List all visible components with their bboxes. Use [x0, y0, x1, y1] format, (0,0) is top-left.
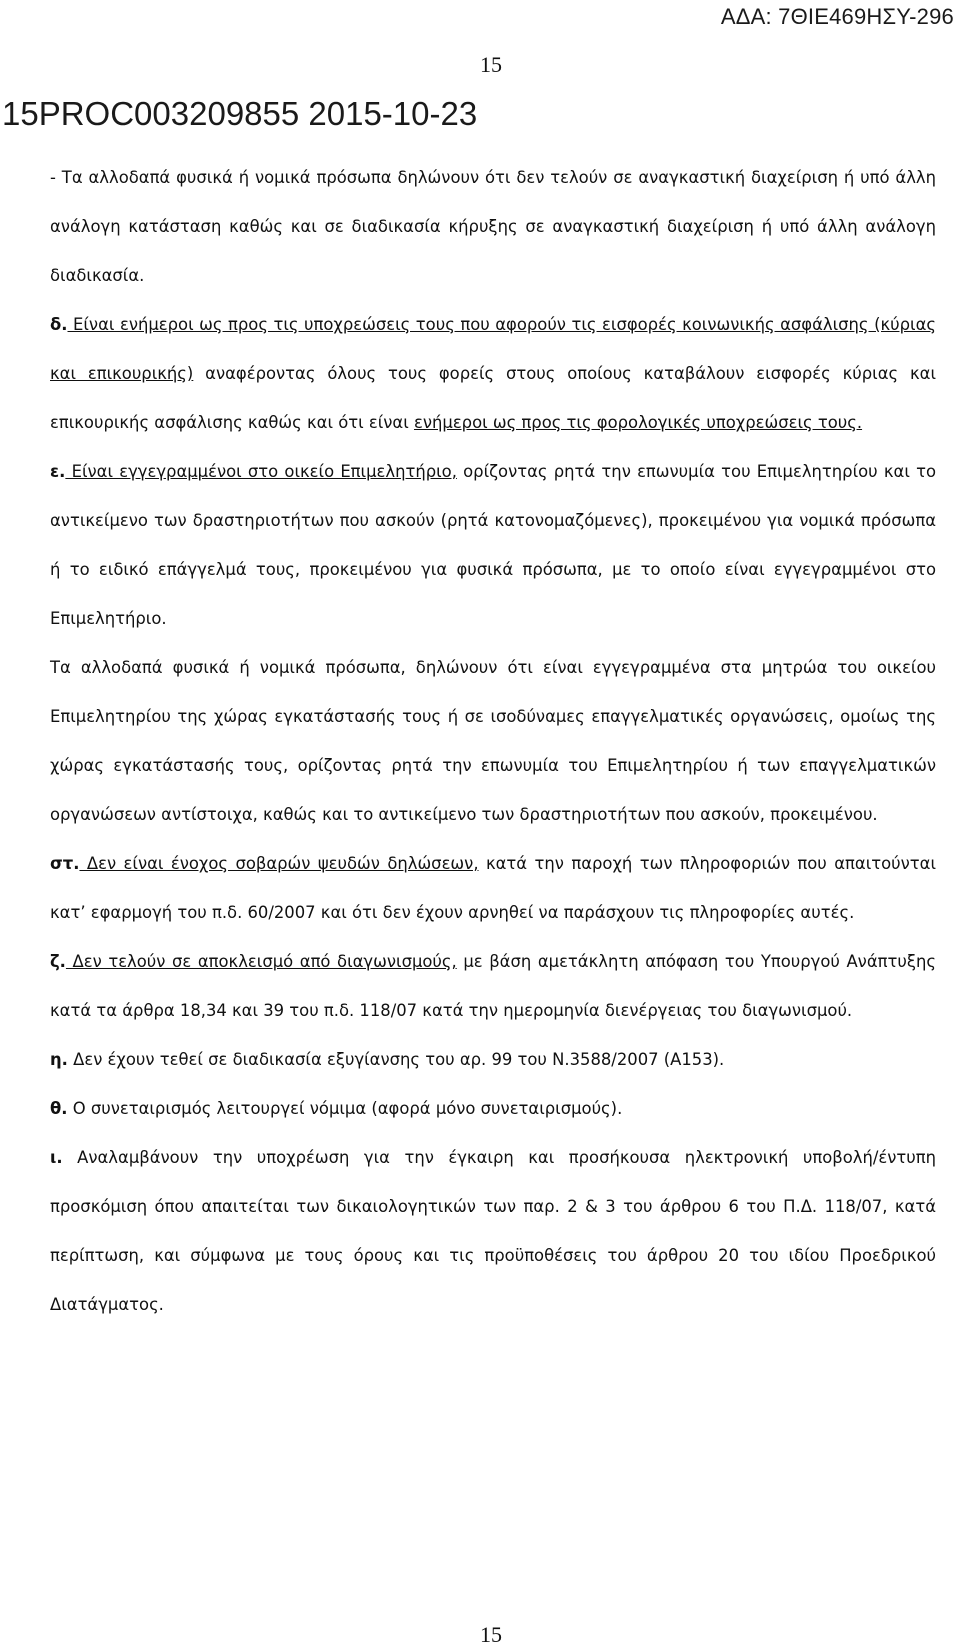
item-text: με βάση αμετάκλητη απόφαση του Υπουργού Ανάπτυξης κατά τα άρθρα 18,34 και 39 του π.δ. 118/07 κατά την ημερομηνία διενέργειας του διαγωνισμού. — [50, 952, 936, 1020]
item-underlined: Είναι εγγεγραμμένοι στο οικείο Επιμελητήριο, — [65, 462, 457, 481]
paragraph-delta — [50, 300, 936, 447]
item-underlined-2: ενήμεροι ως προς τις φορολογικές υποχρεώσεις τους. — [413, 413, 863, 432]
item-text: κατά την παροχή των πληροφοριών που απαιτούνται κατ’ εφαρμογή του π.δ. 60/2007 και ότι δεν έχουν αρνηθεί να παράσχουν τις πληροφορίες αυτές. — [50, 854, 936, 922]
paragraph-st — [50, 839, 936, 937]
document-body — [50, 153, 936, 1329]
paragraph-foreign-registration — [50, 643, 936, 839]
paragraph-eta — [50, 1035, 936, 1084]
item-label: στ. — [50, 854, 80, 873]
paragraph-foreign-persons — [50, 153, 936, 300]
page-number-bottom: 15 — [480, 1622, 502, 1647]
item-label: δ. — [50, 315, 68, 334]
item-text: Δεν έχουν τεθεί σε διαδικασία εξυγίανσης του αρ. 99 του Ν.3588/2007 (Α153). — [67, 1050, 725, 1069]
item-underlined: Είναι ενήμεροι ως προς τις υποχρεώσεις τους που αφορούν τις εισφορές κοινωνικής ασφάλισης (κύριας και επικουρικής) — [50, 315, 936, 383]
item-text: Ο συνεταιρισμός λειτουργεί νόμιμα (αφορά μόνο συνεταιρισμούς). — [67, 1099, 623, 1118]
item-text: Τα αλλοδαπά φυσικά ή νομικά πρόσωπα δηλώνουν ότι δεν τελούν σε αναγκαστική διαχείριση ή υπό άλλη ανάλογη κατάσταση καθώς και σε διαδικασία κήρυξης σε αναγκαστική διαχείριση ή υπό άλλη ανάλογη διαδικασία. — [50, 168, 936, 285]
item-underlined: Δεν είναι ένοχος σοβαρών ψευδών δηλώσεων, — [79, 854, 479, 873]
item-label: ζ. — [50, 952, 66, 971]
paragraph-theta — [50, 1084, 936, 1133]
ada-code: ΑΔΑ: 7ΘΙΕ469ΗΣΥ-296 — [720, 4, 954, 29]
item-label: θ. — [50, 1099, 68, 1118]
item-label: ε. — [50, 462, 66, 481]
paragraph-zeta — [50, 937, 936, 1035]
item-text: Τα αλλοδαπά φυσικά ή νομικά πρόσωπα, δηλώνουν ότι είναι εγγεγραμμένα στα μητρώα του οικείου Επιμελητηρίου της χώρας εγκατάστασής τους ή σε ισοδύναμες επαγγελματικές οργανώσεις, ομοίως της χώρας εγκατάστασής τους, ορίζοντας ρητά την επωνυμία του Επιμελητηρίου ή των επαγγελματικών οργανώσεων αντίστοιχα, καθώς και το αντικείμενο των δραστηριοτήτων που ασκούν, προκειμένου. — [50, 658, 936, 824]
paragraph-epsilon — [50, 447, 936, 643]
item-label: - — [50, 168, 56, 187]
item-text: Αναλαμβάνουν την υποχρέωση για την έγκαιρη και προσήκουσα ηλεκτρονική υποβολή/έντυπη προσκόμιση όπου απαιτείται των δικαιολογητικών των παρ. 2 & 3 του άρθρου 6 του Π.Δ. 118/07, κατά περίπτωση, και σύμφωνα με τους όρους και τις προϋποθέσεις του άρθρου 20 του ιδίου Προεδρικού Διατάγματος. — [50, 1148, 936, 1314]
paragraph-iota — [50, 1133, 936, 1329]
item-text: ορίζοντας ρητά την επωνυμία του Επιμελητηρίου και το αντικείμενο των δραστηριοτήτων που ασκούν (ρητά κατονομαζόμενες), προκειμένου για νομικά πρόσωπα ή το ειδικό επάγγελμά τους, προκειμένου για φυσικά πρόσωπα, με το οποίο είναι εγγεγραμμένοι στο Επιμελητήριο. — [50, 462, 936, 628]
item-label: ι. — [50, 1148, 63, 1167]
item-label: η. — [50, 1050, 68, 1069]
page-number-top: 15 — [480, 52, 502, 77]
proc-code: 15PROC003209855 2015-10-23 — [2, 95, 478, 132]
item-text: αναφέροντας όλους τους φορείς στους οποίους καταβάλουν εισφορές κύριας και επικουρικής ασφάλισης καθώς και ότι είναι — [50, 364, 936, 432]
item-underlined: Δεν τελούν σε αποκλεισμό από διαγωνισμούς, — [65, 952, 457, 971]
